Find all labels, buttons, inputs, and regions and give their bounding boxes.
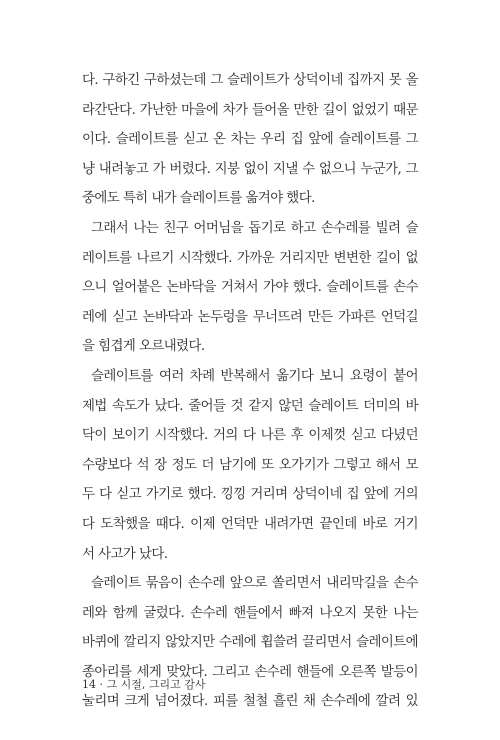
text-line: 종아리를 세게 맞았다. 그리고 손수레 핸들에 오른쪽 발등이 [82,664,418,680]
text-line: 을 힘겹게 오르내렸다. [82,339,205,355]
text-line: 중에도 특히 내가 슬레이트를 옮겨야 했다. [82,191,315,207]
text-line: 두 다 싣고 가기로 했다. 낑낑 거리며 상덕이네 집 앞에 거의 [82,487,418,503]
text-line: 슬레이트를 여러 차례 반복해서 옮기다 보니 요령이 붙어 [91,368,418,384]
text-line: 다 도착했을 때다. 이제 언덕만 내려가면 끝인데 바로 거기 [82,516,418,532]
body-text [82,66,418,717]
text-line: 수량보다 석 장 정도 더 남기에 또 오가기가 그렇고 해서 모 [82,457,418,473]
text-line: 레이트를 나르기 시작했다. 가까운 거리지만 변변한 길이 없 [82,250,418,266]
text-line: 다. 구하긴 구하셨는데 그 슬레이트가 상덕이네 집까지 못 올 [82,73,418,88]
text-line: 닥이 보이기 시작했다. 거의 다 나른 후 이제껏 싣고 다녔던 [82,428,418,444]
text-line: 냥 내려놓고 가 버렸다. 지붕 없이 지낼 수 없으니 누군가, 그 [82,161,418,177]
text-line: 슬레이트 묶음이 손수레 앞으로 쏠리면서 내리막길을 손수 [91,576,418,592]
text-line: 으니 얼어붙은 논바닥을 거쳐서 가야 했다. 슬레이트를 손수 [82,280,418,296]
text-line: 제법 속도가 났다. 줄어들 것 같지 않던 슬레이트 더미의 바 [82,398,418,414]
text-line: 레에 싣고 논바닥과 논두렁을 무너뜨려 만든 가파른 언덕길 [82,309,418,325]
page-footer-folio: 14 · 그 시절, 그리고 감사 [82,678,206,691]
text-line: 그래서 나는 친구 어머님을 돕기로 하고 손수레를 빌려 슬 [91,220,418,236]
text-line: 바퀴에 깔리지 않았지만 수레에 휩쓸려 끌리면서 슬레이트에 [82,635,418,651]
text-line: 눌리며 크게 넘어졌다. 피를 철철 흘린 채 손수레에 깔려 있 [82,694,418,710]
text-line: 서 사고가 났다. [82,546,168,562]
text-line: 라간단다. 가난한 마을에 차가 들어올 만한 길이 없었기 때문 [82,102,418,118]
text-line: 이다. 슬레이트를 싣고 온 차는 우리 집 앞에 슬레이트를 그 [82,132,418,148]
text-line: 레와 함께 굴렀다. 손수레 핸들에서 빠져 나오지 못한 나는 [82,605,418,621]
